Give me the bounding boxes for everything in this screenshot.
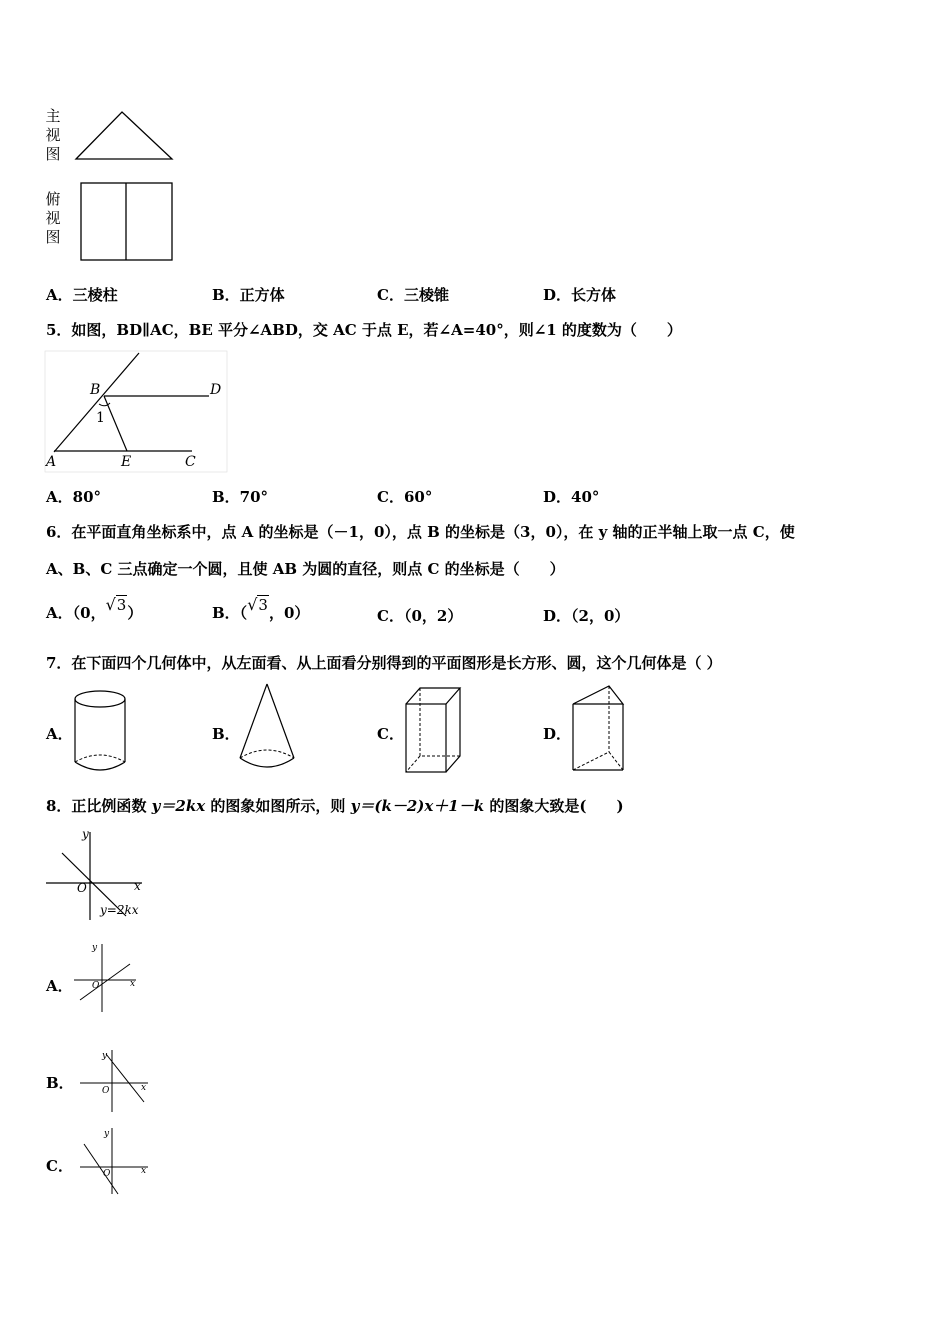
graph-line [84, 1144, 118, 1194]
x-label: x [130, 979, 136, 989]
q4-option-a[interactable]: A．三棱柱 [46, 286, 118, 304]
q8-option-a-graph [72, 938, 142, 1018]
line-be [104, 396, 127, 451]
prism-figure [402, 684, 464, 776]
q7-option-a[interactable]: A． [46, 725, 73, 743]
label-b: B [90, 382, 101, 398]
q4-option-c[interactable]: C．三棱锥 [377, 286, 449, 304]
q6-stem-line1: 6．在平面直角坐标系中，点 A 的坐标是（－1，0），点 B 的坐标是（3，0），在 y 轴的正半轴上取一点 C，使 [46, 523, 795, 541]
q8-main-graph [44, 828, 154, 922]
q6-b-suffix: ，0） [268, 604, 310, 622]
q5-figure [44, 350, 229, 474]
x-label: x [141, 1083, 147, 1093]
q6-b-prefix: B．（ [212, 604, 248, 622]
q5-option-a[interactable]: A．80° [46, 488, 102, 506]
label-char: 视 [45, 209, 61, 227]
q6-stem-line2: A、B、C 三点确定一个圆，且使 AB 为圆的直径，则点 C 的坐标是（ ） [46, 560, 565, 578]
q8-stem-pre: 8．正比例函数 [46, 797, 152, 815]
label-a: A [46, 454, 57, 470]
q6-option-d[interactable]: D．（2，0） [543, 607, 630, 625]
front-view-triangle [72, 108, 178, 164]
q8-option-b-graph [78, 1046, 154, 1116]
q7-option-b[interactable]: B． [212, 725, 240, 743]
q6-a-radicand: 3 [116, 596, 127, 614]
label-c: C [185, 454, 196, 470]
q5-stem: 5．如图，BD∥AC，BE 平分∠ABD，交 AC 于点 E，若∠A=40°，则∠1 的度数为（ ） [46, 321, 682, 339]
q7-stem: 7．在下面四个几何体中，从左面看、从上面看分别得到的平面图形是长方形、圆，这个几何体是（ ） [46, 654, 722, 672]
label-char: 视 [45, 126, 61, 144]
line-ab [54, 353, 139, 452]
origin-label: O [92, 981, 100, 991]
q8-option-a[interactable]: A． [46, 977, 73, 995]
origin-label: O [102, 1086, 110, 1096]
sqrt-symbol: √3 [105, 595, 127, 614]
y-label: y [102, 1051, 108, 1061]
q5-option-b[interactable]: B．70° [212, 488, 269, 506]
q8-formula-1: y＝2kx [151, 797, 206, 815]
y-label: y [82, 828, 89, 841]
top-view-rectangle [78, 180, 176, 264]
x-label: x [141, 1166, 147, 1176]
label-d: D [210, 382, 222, 398]
sqrt-symbol: √3 [247, 595, 268, 614]
label-e: E [121, 454, 132, 470]
front-view-label [44, 107, 62, 164]
q5-option-d[interactable]: D．40° [543, 488, 600, 506]
q8-option-b[interactable]: B． [46, 1074, 74, 1092]
origin-label: O [77, 881, 87, 895]
q6-option-c[interactable]: C．（0，2） [377, 607, 463, 625]
q8-option-c-graph [78, 1124, 154, 1198]
q6-a-suffix: ） [127, 604, 143, 622]
triangular-prism-figure [569, 682, 629, 776]
label-char: 俯 [45, 190, 61, 208]
q4-option-d[interactable]: D．长方体 [543, 286, 617, 304]
top-view-label [44, 190, 62, 247]
q7-option-c[interactable]: C． [377, 725, 404, 743]
cylinder-figure [70, 688, 130, 776]
q6-option-a[interactable] [46, 595, 143, 623]
q8-stem-mid: 的图象如图所示，则 [205, 797, 351, 815]
label-char: 主 [45, 107, 61, 125]
origin-label: O [103, 1169, 111, 1179]
q8-stem-post: 的图象大致是( ) [484, 797, 624, 815]
q6-b-radicand: 3 [258, 596, 268, 614]
graph-line [80, 964, 130, 1000]
cone-figure [234, 680, 300, 776]
q8-stem [46, 796, 624, 816]
line-label: y=2kx [100, 903, 139, 917]
label-char: 图 [45, 145, 61, 163]
q7-option-d[interactable]: D． [543, 725, 572, 743]
q4-option-b[interactable]: B．正方体 [212, 286, 285, 304]
x-label: x [134, 879, 141, 893]
label-char: 图 [45, 228, 61, 246]
q6-option-b[interactable] [212, 595, 310, 623]
y-label: y [104, 1129, 110, 1139]
label-1: 1 [96, 410, 105, 426]
y-label: y [92, 943, 98, 953]
q8-formula-2: y＝(k－2)x＋1－k [350, 797, 485, 815]
q8-option-c[interactable]: C． [46, 1157, 73, 1175]
q6-a-prefix: A．（0， [46, 604, 106, 622]
q5-option-c[interactable]: C．60° [377, 488, 433, 506]
